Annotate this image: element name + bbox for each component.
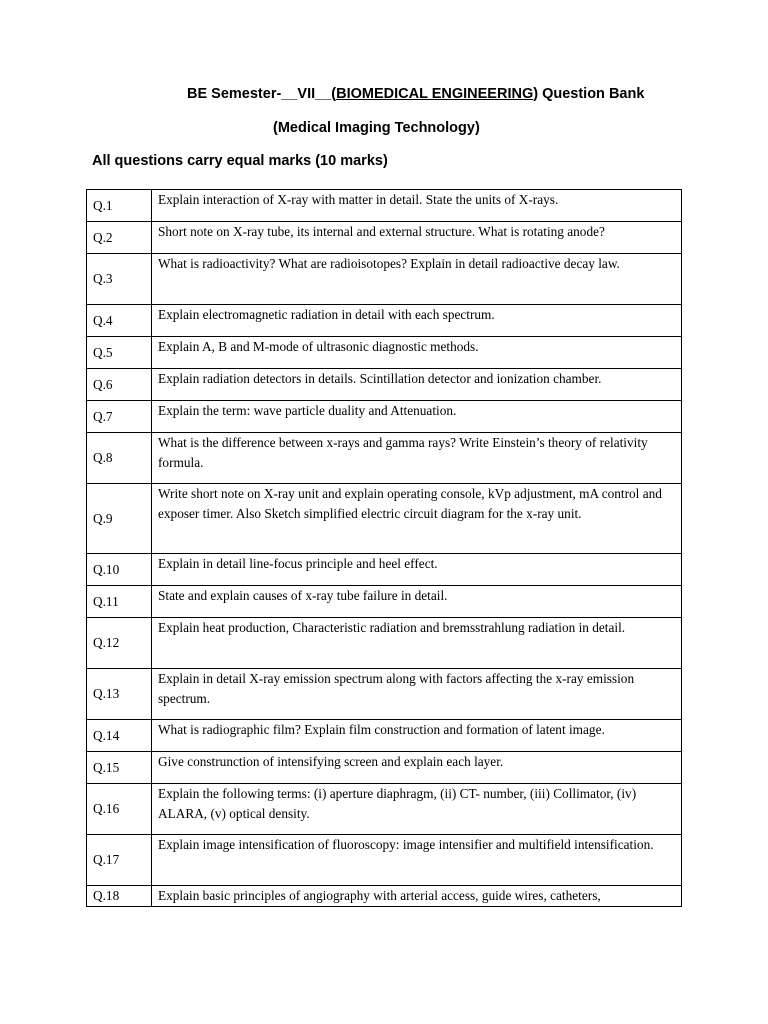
question-number: Q.5 — [87, 337, 152, 369]
question-text: Explain electromagnetic radiation in detail with each spectrum. — [152, 305, 682, 337]
question-number: Q.18 — [87, 886, 152, 907]
question-number: Q.9 — [87, 484, 152, 554]
table-row — [87, 618, 682, 669]
table-row — [87, 886, 682, 907]
question-text: Explain the term: wave particle duality and Attenuation. — [152, 401, 682, 433]
title-suffix: ) Question Bank — [533, 86, 645, 102]
table-row — [87, 305, 682, 337]
subject-title: (Medical Imaging Technology) — [273, 120, 480, 136]
table-row — [87, 222, 682, 254]
question-number: Q.16 — [87, 784, 152, 835]
table-row — [87, 401, 682, 433]
question-number: Q.1 — [87, 190, 152, 222]
table-row — [87, 484, 682, 554]
question-text: Explain the following terms: (i) aperture diaphragm, (ii) CT- number, (iii) Collimator, (iv) ALARA, (v) optical density. — [152, 784, 682, 835]
question-text: Short note on X-ray tube, its internal and external structure. What is rotating anode? — [152, 222, 682, 254]
question-number: Q.10 — [87, 554, 152, 586]
table-row — [87, 369, 682, 401]
question-number: Q.17 — [87, 835, 152, 886]
question-text: Explain A, B and M-mode of ultrasonic diagnostic methods. — [152, 337, 682, 369]
table-row — [87, 337, 682, 369]
question-number: Q.7 — [87, 401, 152, 433]
question-number: Q.12 — [87, 618, 152, 669]
question-text: Explain interaction of X-ray with matter in detail. State the units of X-rays. — [152, 190, 682, 222]
marks-note: All questions carry equal marks (10 marks) — [92, 153, 388, 169]
table-row — [87, 784, 682, 835]
question-number: Q.4 — [87, 305, 152, 337]
question-number: Q.13 — [87, 669, 152, 720]
question-text: Explain in detail X-ray emission spectrum along with factors affecting the x-ray emission spectrum. — [152, 669, 682, 720]
page-title — [187, 86, 644, 102]
question-text: Explain radiation detectors in details. Scintillation detector and ionization chamber. — [152, 369, 682, 401]
question-table-body — [87, 190, 682, 907]
question-number: Q.6 — [87, 369, 152, 401]
question-number: Q.14 — [87, 720, 152, 752]
question-table — [86, 189, 682, 907]
title-prefix: BE Semester-__VII__( — [187, 86, 337, 102]
question-number: Q.2 — [87, 222, 152, 254]
question-text: Explain image intensification of fluoroscopy: image intensifier and multifield intensification. — [152, 835, 682, 886]
question-number: Q.8 — [87, 433, 152, 484]
question-number: Q.15 — [87, 752, 152, 784]
table-row — [87, 554, 682, 586]
title-department: BIOMEDICAL ENGINEERING — [336, 86, 534, 102]
question-text: Explain heat production, Characteristic radiation and bremsstrahlung radiation in detail. — [152, 618, 682, 669]
table-row — [87, 433, 682, 484]
question-text: What is the difference between x-rays and gamma rays? Write Einstein’s theory of relativity formula. — [152, 433, 682, 484]
table-row — [87, 669, 682, 720]
question-text: What is radioactivity? What are radioisotopes? Explain in detail radioactive decay law. — [152, 254, 682, 305]
table-row — [87, 190, 682, 222]
question-text: Explain basic principles of angiography with arterial access, guide wires, catheters, — [152, 886, 682, 907]
table-row — [87, 586, 682, 618]
table-row — [87, 254, 682, 305]
question-text: Write short note on X-ray unit and explain operating console, kVp adjustment, mA control and exposer timer. Also Sketch simplified electric circuit diagram for the x-ray unit. — [152, 484, 682, 554]
question-text: State and explain causes of x-ray tube failure in detail. — [152, 586, 682, 618]
question-text: Explain in detail line-focus principle and heel effect. — [152, 554, 682, 586]
question-text: What is radiographic film? Explain film construction and formation of latent image. — [152, 720, 682, 752]
table-row — [87, 752, 682, 784]
question-number: Q.11 — [87, 586, 152, 618]
question-text: Give construnction of intensifying screen and explain each layer. — [152, 752, 682, 784]
table-row — [87, 835, 682, 886]
table-row — [87, 720, 682, 752]
question-number: Q.3 — [87, 254, 152, 305]
